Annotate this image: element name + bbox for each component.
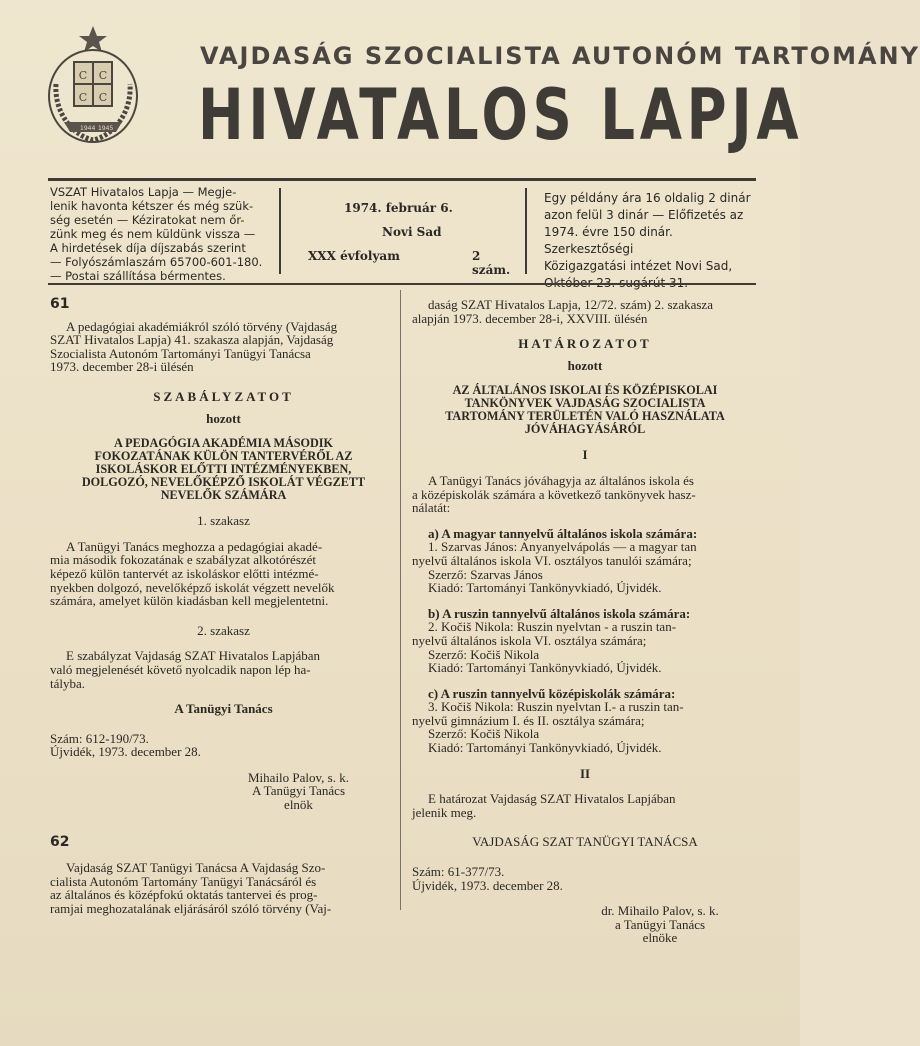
- issue-date: 1974. február 6.: [344, 201, 453, 215]
- left-column: 61 A pedagógiai akadémiákról szóló törvény (Vajdaság SZAT Hivatalos Lapja) 41. szakasza alapján, Vajdaság Szocialista Autonóm Tartományi Tanügyi Tanácsa 1973. december 28-i ülésén SZABÁLYZATOT hozott A PEDAGÓGIA AKADÉMIA MÁSODIK FOKOZATÁNAK KÜLÖN TANTERVÉRŐL AZ ISKOLÁSKOR ELŐTTI INTÉZMÉNYEKBEN, DOLGOZÓ, NEVELŐKÉPZŐ ISKOLÁT VÉGZETT NEVELŐK SZÁMÁRA 1. szakasz A Tanügyi Tanács meghozza a pedagógiai akadé- mia második fokozatának e szabályzat alkotórészét képező külön tantervét az iskoláskor előtti intézmé- nyekben dolgozó, nevelőképző iskolát végzett nevelők számára, amelyet külön kiadásban kell megjelentetni. 2. szakasz E szabályzat Vajdaság SZAT Hivatalos Lapjában való megjelenését követő nyolcadik napon lép ha- tályba. A Tanügyi Tanács Szám: 612-190/73. Újvidék, 1973. december 28. Mihailo Palov, s. k. A Tanügyi Tanács elnök 62 Vajdaság SZAT Tanügyi Tanácsa A Vajdaság Szo- cialista Autonóm Tartomány Tanügyi Tanácsáról és az általános és középfokú oktatás tantervei és prog- ramjai meghozatalának eljárásáról szóló törvény (Vaj-: [50, 298, 397, 916]
- item-61-doc-type: SZABÁLYZATOT: [153, 388, 294, 404]
- info-divider-right: [525, 188, 527, 274]
- list-c-title: c) A ruszin tannyelvű középiskolák számára:: [428, 685, 676, 701]
- right-ref-date: Újvidék, 1973. december 28.: [412, 877, 563, 893]
- right-council: VAJDASÁG SZAT TANÜGYI TANÁCSA: [472, 834, 698, 850]
- info-issue-details: [282, 185, 522, 277]
- right-column: daság SZAT Hivatalos Lapja, 12/72. szám) 2. szakasza alapján 1973. december 28-i, XXVIII. ülésén HATÁROZATOT hozott AZ ÁLTALÁNOS ISKOLAI ÉS KÖZÉPISKOLAI TANKÖNYVEK VAJDASÁG SZOCIALISTA TARTOMÁNY TERÜLETÉN VALÓ HASZNÁLATA JÓVÁHAGYÁSÁRÓL I A Tanügyi Tanács jóváhagyja az általános iskola és a középiskolák számára a következő tankönyvek hasz- nálatát: a) A magyar tannyelvű általános iskola számára: 1. Szarvas János: Anyanyelvápolás — a magyar tan nyelvű általános iskola VI. osztályos tanulói számára; Szerző: Szarvas János Kiadó: Tartományi Tankönyvkiadó, Újvidék. b) A ruszin tannyelvű általános iskola számára: 2. Kočiš Nikola: Ruszin nyelvtan - a ruszin tan- nyelvű általános iskola VI. osztálya számára; Szerző: Kočiš Nikola Kiadó: Tartományi Tankönyvkiadó, Újvidék. c) A ruszin tannyelvű középiskolák számára: 3. Kočiš Nikola: Ruszin nyelvtan I.- a ruszin tan- nyelvű gimnázium I. és II. osztálya számára; Szerző: Kočiš Nikola Kiadó: Tartományi Tankönyvkiadó, Újvidék. II E határozat Vajdaság SZAT Hivatalos Lapjában jelenik meg. VAJDASÁG SZAT TANÜGYI TANÁCSA Szám: 61-377/73. Újvidék, 1973. december 28. dr. Mihailo Palov, s. k. a Tanügyi Tanács elnöke: [412, 298, 758, 945]
- issue-place: Novi Sad: [382, 225, 442, 239]
- masthead-supertitle: VAJDASÁG SZOCIALISTA AUTONÓM TARTOMÁNY: [200, 42, 920, 70]
- item-61-number: 61: [50, 296, 70, 312]
- right-ref-number: Szám: 61-377/73.: [412, 864, 505, 880]
- masthead-rule: [48, 178, 756, 181]
- item-62-doc-type: HATÁROZATOT: [518, 336, 652, 352]
- item-62-heading: AZ ÁLTALÁNOS ISKOLAI ÉS KÖZÉPISKOLAI TANKÖNYVEK VAJDASÁG SZOCIALISTA TARTOMÁNY TERÜLETÉN VALÓ HASZNÁLATA JÓVÁHAGYÁSÁRÓL: [445, 383, 725, 437]
- left-signature: Mihailo Palov, s. k. A Tanügyi Tanács elnök: [248, 769, 349, 813]
- info-publication-terms: VSZAT Hivatalos Lapja — Megje- lenik havonta kétszer és még szük- ség esetén — Kéziratokat nem őr- zünk meg és nem küldünk vissza — A hirdetések díja díjszabás szerint — Folyószámlaszám 65700-601-180. — Postai szállítása bérmentes.: [50, 185, 263, 283]
- masthead-title: HIVATALOS LAPJA: [198, 74, 804, 156]
- svg-text:C: C: [98, 69, 108, 82]
- section-1-title: 1. szakasz: [197, 513, 250, 529]
- svg-text:1944: 1944: [80, 125, 96, 132]
- left-ref-date: Újvidék, 1973. december 28.: [50, 744, 201, 760]
- list-a-title: a) A magyar tannyelvű általános iskola számára:: [428, 525, 698, 541]
- svg-text:C: C: [78, 69, 88, 82]
- info-price-terms: Egy példány ára 16 oldalig 2 dinár azon felül 3 dinár — Előfizetés az 1974. évre 150 dinár. Szerkesztőségi Közigazgatási intézet Novi Sad,: [544, 191, 751, 273]
- column-divider: [400, 290, 401, 910]
- item-62-number: 62: [50, 833, 70, 850]
- left-ref-number: Szám: 612-190/73.: [50, 730, 149, 746]
- left-council: A Tanügyi Tanács: [174, 701, 273, 717]
- part-1-title: I: [582, 447, 588, 463]
- info-rule: [48, 283, 756, 285]
- right-signature: dr. Mihailo Palov, s. k. a Tanügyi Tanács elnöke: [601, 903, 719, 946]
- part-2-title: II: [579, 765, 591, 781]
- info-divider-left: [279, 188, 281, 274]
- issue-volume: XXX évfolyam: [308, 249, 400, 263]
- coat-of-arms-emblem: [44, 24, 142, 146]
- list-b-title: b) A ruszin tannyelvű általános iskola számára:: [428, 605, 691, 621]
- svg-text:1945: 1945: [98, 125, 114, 132]
- section-2-title: 2. szakasz: [197, 622, 250, 638]
- item-61-heading: A PEDAGÓGIA AKADÉMIA MÁSODIK FOKOZATÁNAK KÜLÖN TANTERVÉRŐL AZ ISKOLÁSKOR ELŐTTI INTÉZMÉNYEKBEN, DOLGOZÓ, NEVELŐKÉPZŐ ISKOLÁT VÉGZETT NEVELŐK SZÁMÁRA: [81, 436, 366, 503]
- svg-text:C: C: [98, 91, 108, 104]
- svg-text:C: C: [78, 91, 88, 104]
- issue-number: 2 szám.: [472, 249, 511, 277]
